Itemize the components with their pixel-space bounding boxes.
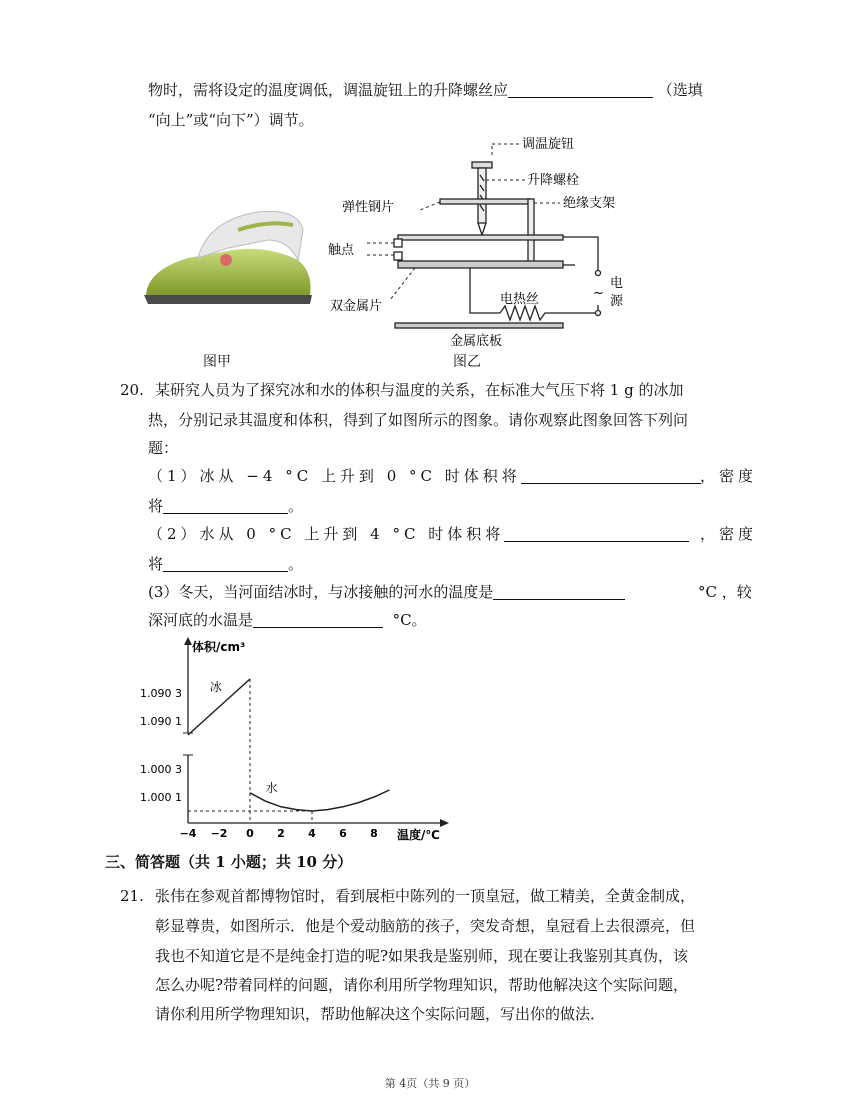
- label-bimetal: 双金属片: [330, 299, 383, 314]
- label-contact: 触点: [328, 243, 355, 258]
- q20-sub-2: （2）水从 0 °C 上升到 4 °C 时体积将: [148, 524, 689, 544]
- q20-1-density-blank[interactable]: [163, 497, 288, 514]
- section-3-title: 三、简答题（共 1 小题；共 10 分）: [105, 853, 353, 871]
- ice-label: 冰: [209, 680, 222, 694]
- q19-line-2: “向上”或“向下”）调节。: [148, 111, 314, 129]
- q20-sub-2-density: 将 。: [148, 555, 304, 573]
- q20-stem-1: 某研究人员为了探究冰和水的体积与温度的关系，在标准大气压下将 1 g 的冰加: [155, 381, 684, 399]
- label-screw: 升降螺栓: [527, 173, 580, 188]
- q21-number: 21.: [120, 887, 144, 905]
- q21-line-3: 我也不知道它是不是纯金打造的呢?如果我是鉴别师，现在要让我鉴别其真伪，该: [155, 947, 689, 965]
- label-base: 金属底板: [450, 334, 503, 349]
- x-tick-label: 6: [339, 827, 347, 840]
- caption-fig-a: 图甲: [203, 354, 231, 370]
- axis-break: [183, 733, 193, 755]
- q20-stem-3: 题：: [148, 439, 179, 457]
- q20-3-surface-blank[interactable]: [493, 583, 625, 600]
- y-tick-label: 1.090 3: [140, 687, 182, 700]
- caption-fig-b: 图乙: [453, 354, 481, 370]
- iron-illustration: [138, 200, 318, 315]
- y-tick-label: 1.000 3: [140, 763, 182, 776]
- x-tick-label: −2: [210, 827, 228, 840]
- q19-line-1: 物时，需将设定的温度调低，调温旋钮上的升降螺丝应 （选填: [148, 81, 703, 99]
- q20-number: 20.: [120, 381, 144, 399]
- q21-line-5: 请你利用所学物理知识，帮助他解决这个实际问题，写出你的做法．: [155, 1005, 606, 1023]
- x-tick-label: 4: [308, 827, 316, 840]
- q20-1-volume-blank[interactable]: [521, 467, 701, 484]
- label-power-2: 源: [610, 294, 624, 309]
- q20-sub-2-end: ，密度: [700, 525, 758, 543]
- q20-stem-2: 热，分别记录其温度和体积，得到了如图所示的图象。请你观察此图象回答下列问: [148, 411, 689, 429]
- q20-sub-3-end: °C ，较: [698, 583, 752, 601]
- thermostat-diagram: [320, 135, 640, 350]
- label-bracket: 绝缘支架: [563, 196, 616, 211]
- label-wire: 电热丝: [500, 292, 540, 307]
- x-axis-arrow: [440, 819, 449, 827]
- q21-line-4: 怎么办呢?带着同样的问题，请你利用所学物理知识，帮助他解决这个实际问题，: [155, 976, 689, 994]
- q20-3-bottom-blank[interactable]: [253, 611, 383, 628]
- q20-2-density-blank[interactable]: [163, 555, 288, 572]
- q20-sub-3b: 深河底的水温是 °C。: [148, 611, 427, 629]
- q20-sub-1: （1）冰从 −4 °C 上升到 0 °C 时体积将: [148, 466, 701, 486]
- x-tick-label: −4: [179, 827, 197, 840]
- page-footer: 第 4页（共 9 页）: [384, 1077, 476, 1090]
- x-tick-label: 2: [277, 827, 285, 840]
- q20-sub-1-density: 将 。: [148, 497, 304, 515]
- q20-sub-1-end: ，密度: [700, 467, 758, 485]
- label-power-1: 电: [610, 276, 624, 291]
- label-knob: 调温旋钮: [522, 137, 575, 152]
- q21-line-1: 张伟在参观首都博物馆时，看到展柜中陈列的一顶皇冠，做工精美，全黄金制成，: [155, 887, 696, 905]
- x-axis-label: 温度/℃: [397, 828, 440, 842]
- y-axis-label: 体积/cm³: [192, 640, 246, 654]
- y-tick-label: 1.090 1: [140, 715, 182, 728]
- water-label: 水: [265, 781, 278, 795]
- q20-sub-3: (3）冬天，当河面结冰时，与冰接触的河水的温度是: [148, 582, 625, 602]
- q19-answer-blank[interactable]: [508, 81, 653, 98]
- x-tick-label: 0: [246, 827, 254, 840]
- label-steel: 弹性钢片: [342, 200, 395, 215]
- q21-line-2: 彰显尊贵，如图所示．他是个爱动脑筋的孩子，突发奇想，皇冠看上去很漂亮，但: [155, 917, 696, 935]
- x-tick-label: 8: [370, 827, 378, 840]
- label-ac-symbol: ~: [593, 286, 604, 301]
- y-tick-label: 1.000 1: [140, 791, 182, 804]
- volume-temperature-chart: [140, 635, 460, 845]
- q20-2-volume-blank[interactable]: [504, 525, 689, 542]
- y-axis-arrow: [184, 637, 192, 645]
